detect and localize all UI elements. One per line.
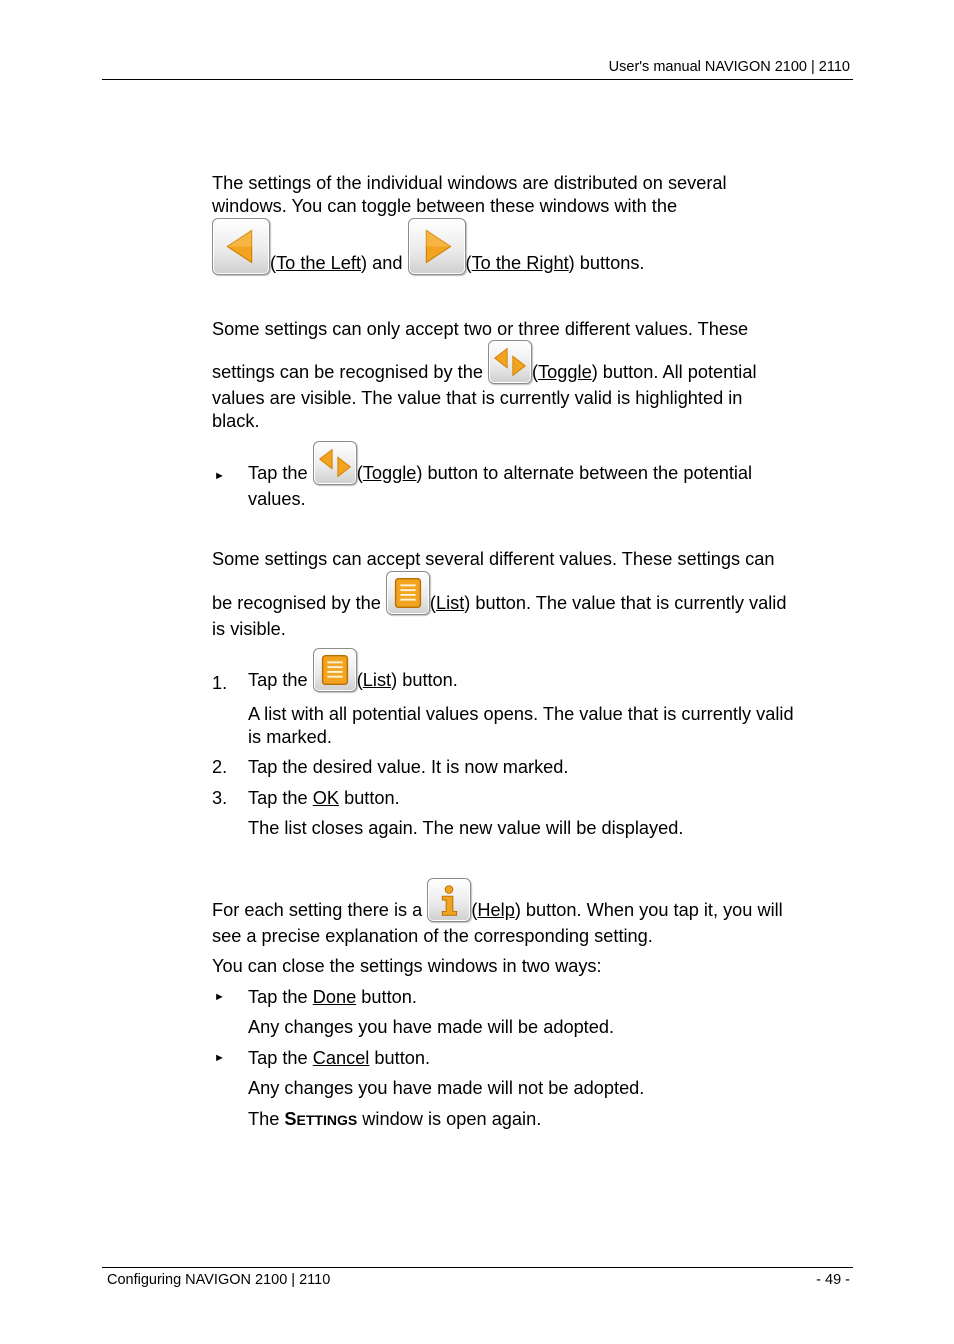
list-button-icon: [386, 571, 430, 615]
toggle-bullet-line-1: Tap the (Toggle) button to alternate between the potential: [248, 441, 752, 485]
list-icon: [387, 572, 429, 614]
bullet-marker: ►: [214, 991, 225, 1003]
step-1-text: Tap the (List) button.: [248, 648, 458, 692]
windows-paragraph-line-3: (To the Left) and (To the Right) buttons.: [212, 218, 644, 275]
help-link: Help: [477, 900, 515, 920]
list-link: List: [362, 670, 392, 690]
to-the-right-button-icon: [408, 218, 466, 275]
info-icon: [428, 879, 470, 921]
help-button-icon: [427, 878, 471, 922]
toggle-button-icon: [488, 340, 532, 384]
arrow-left-icon: [213, 219, 269, 274]
toggle-paragraph-line-2: settings can be recognised by the (Toggle) button. All potential: [212, 340, 757, 384]
list-paragraph-line-3: is visible.: [212, 619, 286, 639]
settings-window-note: The SETTINGS window is open again.: [248, 1109, 542, 1129]
list-paragraph-line-2: be recognised by the (List) button. The value that is currently valid: [212, 571, 786, 615]
step-number: 3.: [212, 788, 228, 808]
step-number: 2.: [212, 757, 228, 777]
header-divider: [102, 79, 853, 80]
bullet-marker: ►: [214, 470, 225, 482]
help-paragraph-line-2: see a precise explanation of the corresponding setting.: [212, 926, 653, 946]
toggle-paragraph-line-1: Some settings can only accept two or three different values. These: [212, 319, 749, 339]
list-link: List: [435, 593, 465, 613]
step-number: 1.: [212, 673, 228, 693]
page-number: - 49 -: [816, 1272, 850, 1288]
close-intro: You can close the settings windows in two ways:: [212, 956, 602, 976]
step-1-result-line-2: is marked.: [248, 727, 332, 747]
running-header: User's manual NAVIGON 2100 | 2110: [608, 59, 850, 75]
toggle-icon: [489, 341, 531, 383]
footer-chapter: Configuring NAVIGON 2100 | 2110: [107, 1272, 331, 1288]
toggle-paragraph-line-4: black.: [212, 411, 260, 431]
cancel-link: Cancel: [312, 1048, 370, 1068]
done-result: Any changes you have made will be adopted.: [248, 1017, 615, 1037]
list-icon: [314, 649, 356, 691]
step-2-text: Tap the desired value. It is now marked.: [248, 757, 569, 777]
done-link: Done: [312, 987, 357, 1007]
cancel-result: Any changes you have made will not be adopted.: [248, 1078, 645, 1098]
toggle-button-icon: [313, 441, 357, 485]
settings-window-name: SETTINGS: [284, 1109, 358, 1129]
to-the-left-button-icon: [212, 218, 270, 275]
bullet-marker: ►: [214, 1052, 225, 1064]
list-paragraph-line-1: Some settings can accept several different values. These settings can: [212, 549, 775, 569]
step-3-result: The list closes again. The new value will be displayed.: [248, 818, 684, 838]
done-bullet: Tap the Done button.: [248, 987, 417, 1007]
step-1-result-line-1: A list with all potential values opens. The value that is currently valid: [248, 704, 794, 724]
list-button-icon: [313, 648, 357, 692]
toggle-link: Toggle: [362, 463, 417, 483]
windows-paragraph-line-1: The settings of the individual windows are distributed on several: [212, 173, 727, 193]
toggle-icon: [314, 442, 356, 484]
windows-paragraph-line-2: windows. You can toggle between these windows with the: [212, 196, 678, 216]
toggle-paragraph-line-3: values are visible. The value that is currently valid is highlighted in: [212, 388, 743, 408]
toggle-link: Toggle: [538, 362, 592, 382]
to-the-right-link: To the Right: [471, 253, 569, 273]
cancel-bullet: Tap the Cancel button.: [248, 1048, 431, 1068]
step-3-text: Tap the OK button.: [248, 788, 400, 808]
ok-link: OK: [312, 788, 340, 808]
footer-divider: [102, 1267, 853, 1268]
help-paragraph-line-1: For each setting there is a (Help) button. When you tap it, you will: [212, 878, 783, 922]
arrow-right-icon: [409, 219, 465, 274]
to-the-left-link: To the Left: [276, 253, 361, 273]
toggle-bullet-line-2: values.: [248, 489, 306, 509]
